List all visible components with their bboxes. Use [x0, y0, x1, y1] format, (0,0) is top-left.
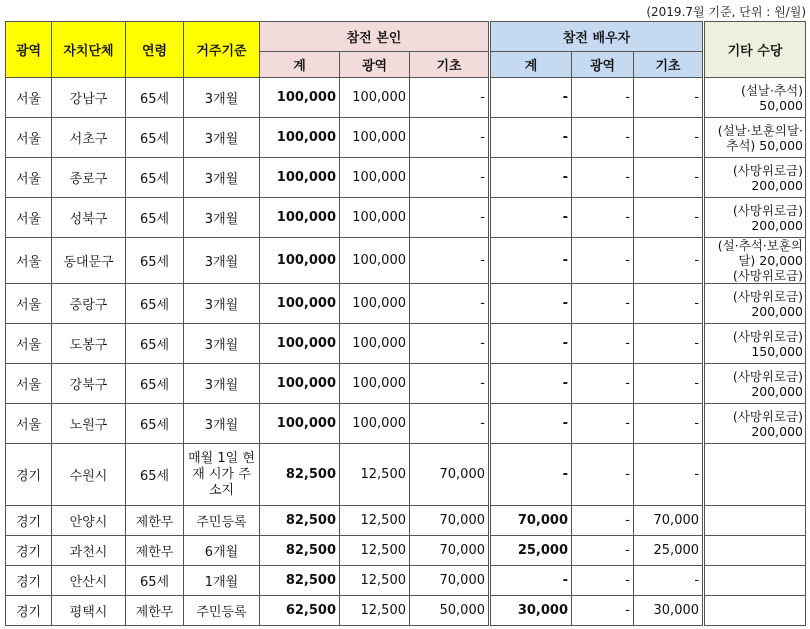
cell-age: 65세 [126, 198, 184, 238]
cell-residency: 주민등록 [184, 596, 260, 626]
cell-residency: 3개월 [184, 284, 260, 324]
cell-age: 65세 [126, 158, 184, 198]
cell-spouse-total: 30,000 [490, 596, 572, 626]
cell-spouse-total: - [490, 324, 572, 364]
cell-spouse-metro: - [572, 238, 634, 284]
cell-veteran-metro: 100,000 [340, 118, 410, 158]
cell-spouse-basic: 30,000 [634, 596, 704, 626]
cell-age: 65세 [126, 324, 184, 364]
cell-municipality: 중랑구 [52, 284, 126, 324]
cell-veteran-total: 82,500 [260, 506, 340, 536]
cell-veteran-metro: 100,000 [340, 324, 410, 364]
table-row [6, 284, 806, 324]
cell-veteran-basic: - [410, 404, 490, 444]
cell-municipality: 성북구 [52, 198, 126, 238]
cell-spouse-total: - [490, 118, 572, 158]
cell-spouse-metro: - [572, 78, 634, 118]
cell-veteran-metro: 12,500 [340, 506, 410, 536]
cell-age: 제한무 [126, 506, 184, 536]
cell-spouse-metro: - [572, 198, 634, 238]
cell-spouse-basic: - [634, 158, 704, 198]
cell-residency: 3개월 [184, 324, 260, 364]
cell-region: 경기 [6, 596, 52, 626]
table-row [6, 238, 806, 284]
cell-age: 제한무 [126, 596, 184, 626]
cell-spouse-basic: 25,000 [634, 536, 704, 566]
cell-spouse-metro: - [572, 404, 634, 444]
cell-spouse-basic: - [634, 118, 704, 158]
cell-spouse-metro: - [572, 506, 634, 536]
table-row [6, 324, 806, 364]
cell-veteran-total: 100,000 [260, 284, 340, 324]
header-age: 연령 [126, 22, 184, 78]
cell-spouse-basic: - [634, 238, 704, 284]
cell-residency: 3개월 [184, 404, 260, 444]
table-row [6, 596, 806, 626]
cell-municipality: 서초구 [52, 118, 126, 158]
cell-municipality: 과천시 [52, 536, 126, 566]
cell-region: 서울 [6, 198, 52, 238]
cell-municipality: 안산시 [52, 566, 126, 596]
cell-municipality: 안양시 [52, 506, 126, 536]
header-veteran-total: 계 [260, 52, 340, 78]
cell-other-allowance [704, 566, 806, 596]
header-veteran-basic: 기초 [410, 52, 490, 78]
cell-age: 65세 [126, 444, 184, 506]
cell-residency: 주민등록 [184, 506, 260, 536]
cell-other-allowance: (사망위로금) 200,000 [704, 364, 806, 404]
cell-veteran-basic: - [410, 364, 490, 404]
header-spouse-basic: 기초 [634, 52, 704, 78]
cell-veteran-total: 82,500 [260, 536, 340, 566]
cell-other-allowance: (사망위로금) 200,000 [704, 404, 806, 444]
cell-spouse-total: 25,000 [490, 536, 572, 566]
cell-region: 경기 [6, 566, 52, 596]
cell-spouse-metro: - [572, 566, 634, 596]
cell-veteran-metro: 100,000 [340, 158, 410, 198]
table-row [6, 78, 806, 118]
cell-veteran-basic: 70,000 [410, 444, 490, 506]
cell-other-allowance: (사망위로금) 200,000 [704, 198, 806, 238]
cell-spouse-total: 70,000 [490, 506, 572, 536]
table-row [6, 118, 806, 158]
header-veteran-metro: 광역 [340, 52, 410, 78]
allowance-table [5, 21, 806, 626]
table-row [6, 198, 806, 238]
header-municipality: 자치단체 [52, 22, 126, 78]
cell-veteran-metro: 100,000 [340, 284, 410, 324]
cell-veteran-basic: - [410, 284, 490, 324]
cell-region: 서울 [6, 324, 52, 364]
cell-other-allowance: (사망위로금) 150,000 [704, 324, 806, 364]
cell-spouse-metro: - [572, 324, 634, 364]
cell-municipality: 수원시 [52, 444, 126, 506]
cell-veteran-basic: - [410, 198, 490, 238]
cell-veteran-total: 100,000 [260, 324, 340, 364]
cell-other-allowance: (설·추석·보훈의달) 20,000 (사망위로금) [704, 238, 806, 284]
cell-spouse-total: - [490, 78, 572, 118]
cell-residency: 3개월 [184, 118, 260, 158]
cell-spouse-basic: - [634, 198, 704, 238]
cell-municipality: 강북구 [52, 364, 126, 404]
cell-spouse-basic: - [634, 284, 704, 324]
cell-veteran-metro: 100,000 [340, 364, 410, 404]
table-row [6, 444, 806, 506]
cell-spouse-total: - [490, 238, 572, 284]
cell-veteran-total: 100,000 [260, 78, 340, 118]
cell-age: 65세 [126, 118, 184, 158]
cell-veteran-metro: 100,000 [340, 238, 410, 284]
cell-veteran-basic: 50,000 [410, 596, 490, 626]
header-other-allowance: 기타 수당 [704, 22, 806, 78]
table-row [6, 506, 806, 536]
cell-spouse-total: - [490, 444, 572, 506]
header-spouse-metro: 광역 [572, 52, 634, 78]
cell-veteran-metro: 100,000 [340, 78, 410, 118]
cell-residency: 1개월 [184, 566, 260, 596]
cell-spouse-basic: - [634, 364, 704, 404]
cell-veteran-total: 100,000 [260, 364, 340, 404]
cell-other-allowance: (설날·추석) 50,000 [704, 78, 806, 118]
header-residency: 거주기준 [184, 22, 260, 78]
cell-age: 65세 [126, 566, 184, 596]
cell-age: 65세 [126, 404, 184, 444]
cell-region: 경기 [6, 536, 52, 566]
cell-residency: 3개월 [184, 158, 260, 198]
cell-spouse-metro: - [572, 444, 634, 506]
cell-veteran-basic: - [410, 238, 490, 284]
cell-spouse-total: - [490, 284, 572, 324]
cell-spouse-metro: - [572, 364, 634, 404]
cell-municipality: 강남구 [52, 78, 126, 118]
cell-veteran-basic: 70,000 [410, 536, 490, 566]
table-row [6, 364, 806, 404]
cell-veteran-metro: 12,500 [340, 536, 410, 566]
cell-other-allowance: (사망위로금) 200,000 [704, 284, 806, 324]
table-row [6, 566, 806, 596]
cell-veteran-total: 100,000 [260, 158, 340, 198]
cell-municipality: 종로구 [52, 158, 126, 198]
cell-spouse-basic: 70,000 [634, 506, 704, 536]
cell-veteran-total: 100,000 [260, 198, 340, 238]
cell-veteran-metro: 100,000 [340, 404, 410, 444]
cell-region: 서울 [6, 78, 52, 118]
cell-spouse-metro: - [572, 118, 634, 158]
table-body [6, 78, 806, 626]
cell-age: 65세 [126, 238, 184, 284]
cell-other-allowance [704, 596, 806, 626]
cell-spouse-basic: - [634, 404, 704, 444]
cell-spouse-metro: - [572, 536, 634, 566]
cell-veteran-total: 62,500 [260, 596, 340, 626]
cell-spouse-total: - [490, 198, 572, 238]
cell-spouse-metro: - [572, 284, 634, 324]
cell-residency: 3개월 [184, 198, 260, 238]
table-row [6, 404, 806, 444]
cell-veteran-total: 100,000 [260, 404, 340, 444]
cell-municipality: 동대문구 [52, 238, 126, 284]
cell-region: 경기 [6, 506, 52, 536]
cell-veteran-total: 82,500 [260, 566, 340, 596]
cell-veteran-total: 82,500 [260, 444, 340, 506]
cell-age: 65세 [126, 284, 184, 324]
cell-age: 65세 [126, 78, 184, 118]
cell-spouse-basic: - [634, 324, 704, 364]
cell-veteran-basic: - [410, 118, 490, 158]
cell-region: 서울 [6, 158, 52, 198]
cell-spouse-metro: - [572, 158, 634, 198]
header-region: 광역 [6, 22, 52, 78]
cell-region: 서울 [6, 404, 52, 444]
cell-veteran-basic: - [410, 78, 490, 118]
cell-residency: 매월 1일 현재 시가 주소지 [184, 444, 260, 506]
cell-residency: 3개월 [184, 238, 260, 284]
unit-note: (2019.7월 기준, 단위 : 원/월) [646, 5, 806, 19]
cell-veteran-basic: - [410, 324, 490, 364]
cell-municipality: 노원구 [52, 404, 126, 444]
cell-region: 서울 [6, 284, 52, 324]
cell-veteran-metro: 12,500 [340, 596, 410, 626]
cell-municipality: 도봉구 [52, 324, 126, 364]
cell-region: 서울 [6, 238, 52, 284]
cell-spouse-total: - [490, 158, 572, 198]
header-veteran-group: 참전 본인 [260, 22, 490, 52]
cell-residency: 3개월 [184, 364, 260, 404]
table-row [6, 158, 806, 198]
cell-veteran-total: 100,000 [260, 238, 340, 284]
cell-veteran-total: 100,000 [260, 118, 340, 158]
cell-spouse-metro: - [572, 596, 634, 626]
cell-veteran-metro: 100,000 [340, 198, 410, 238]
cell-residency: 3개월 [184, 78, 260, 118]
cell-other-allowance: (설날·보훈의달·추석) 50,000 [704, 118, 806, 158]
cell-other-allowance [704, 506, 806, 536]
cell-residency: 6개월 [184, 536, 260, 566]
cell-veteran-basic: 70,000 [410, 566, 490, 596]
cell-veteran-metro: 12,500 [340, 444, 410, 506]
cell-region: 서울 [6, 118, 52, 158]
cell-veteran-metro: 12,500 [340, 566, 410, 596]
cell-region: 경기 [6, 444, 52, 506]
cell-spouse-basic: - [634, 566, 704, 596]
cell-other-allowance [704, 444, 806, 506]
cell-veteran-basic: 70,000 [410, 506, 490, 536]
cell-spouse-basic: - [634, 444, 704, 506]
cell-age: 제한무 [126, 536, 184, 566]
cell-other-allowance: (사망위로금) 200,000 [704, 158, 806, 198]
cell-spouse-total: - [490, 566, 572, 596]
cell-spouse-total: - [490, 404, 572, 444]
cell-age: 65세 [126, 364, 184, 404]
cell-region: 서울 [6, 364, 52, 404]
table-row [6, 536, 806, 566]
cell-municipality: 평택시 [52, 596, 126, 626]
cell-spouse-total: - [490, 364, 572, 404]
cell-veteran-basic: - [410, 158, 490, 198]
header-spouse-group: 참전 배우자 [490, 22, 704, 52]
cell-other-allowance [704, 536, 806, 566]
cell-spouse-basic: - [634, 78, 704, 118]
header-spouse-total: 계 [490, 52, 572, 78]
